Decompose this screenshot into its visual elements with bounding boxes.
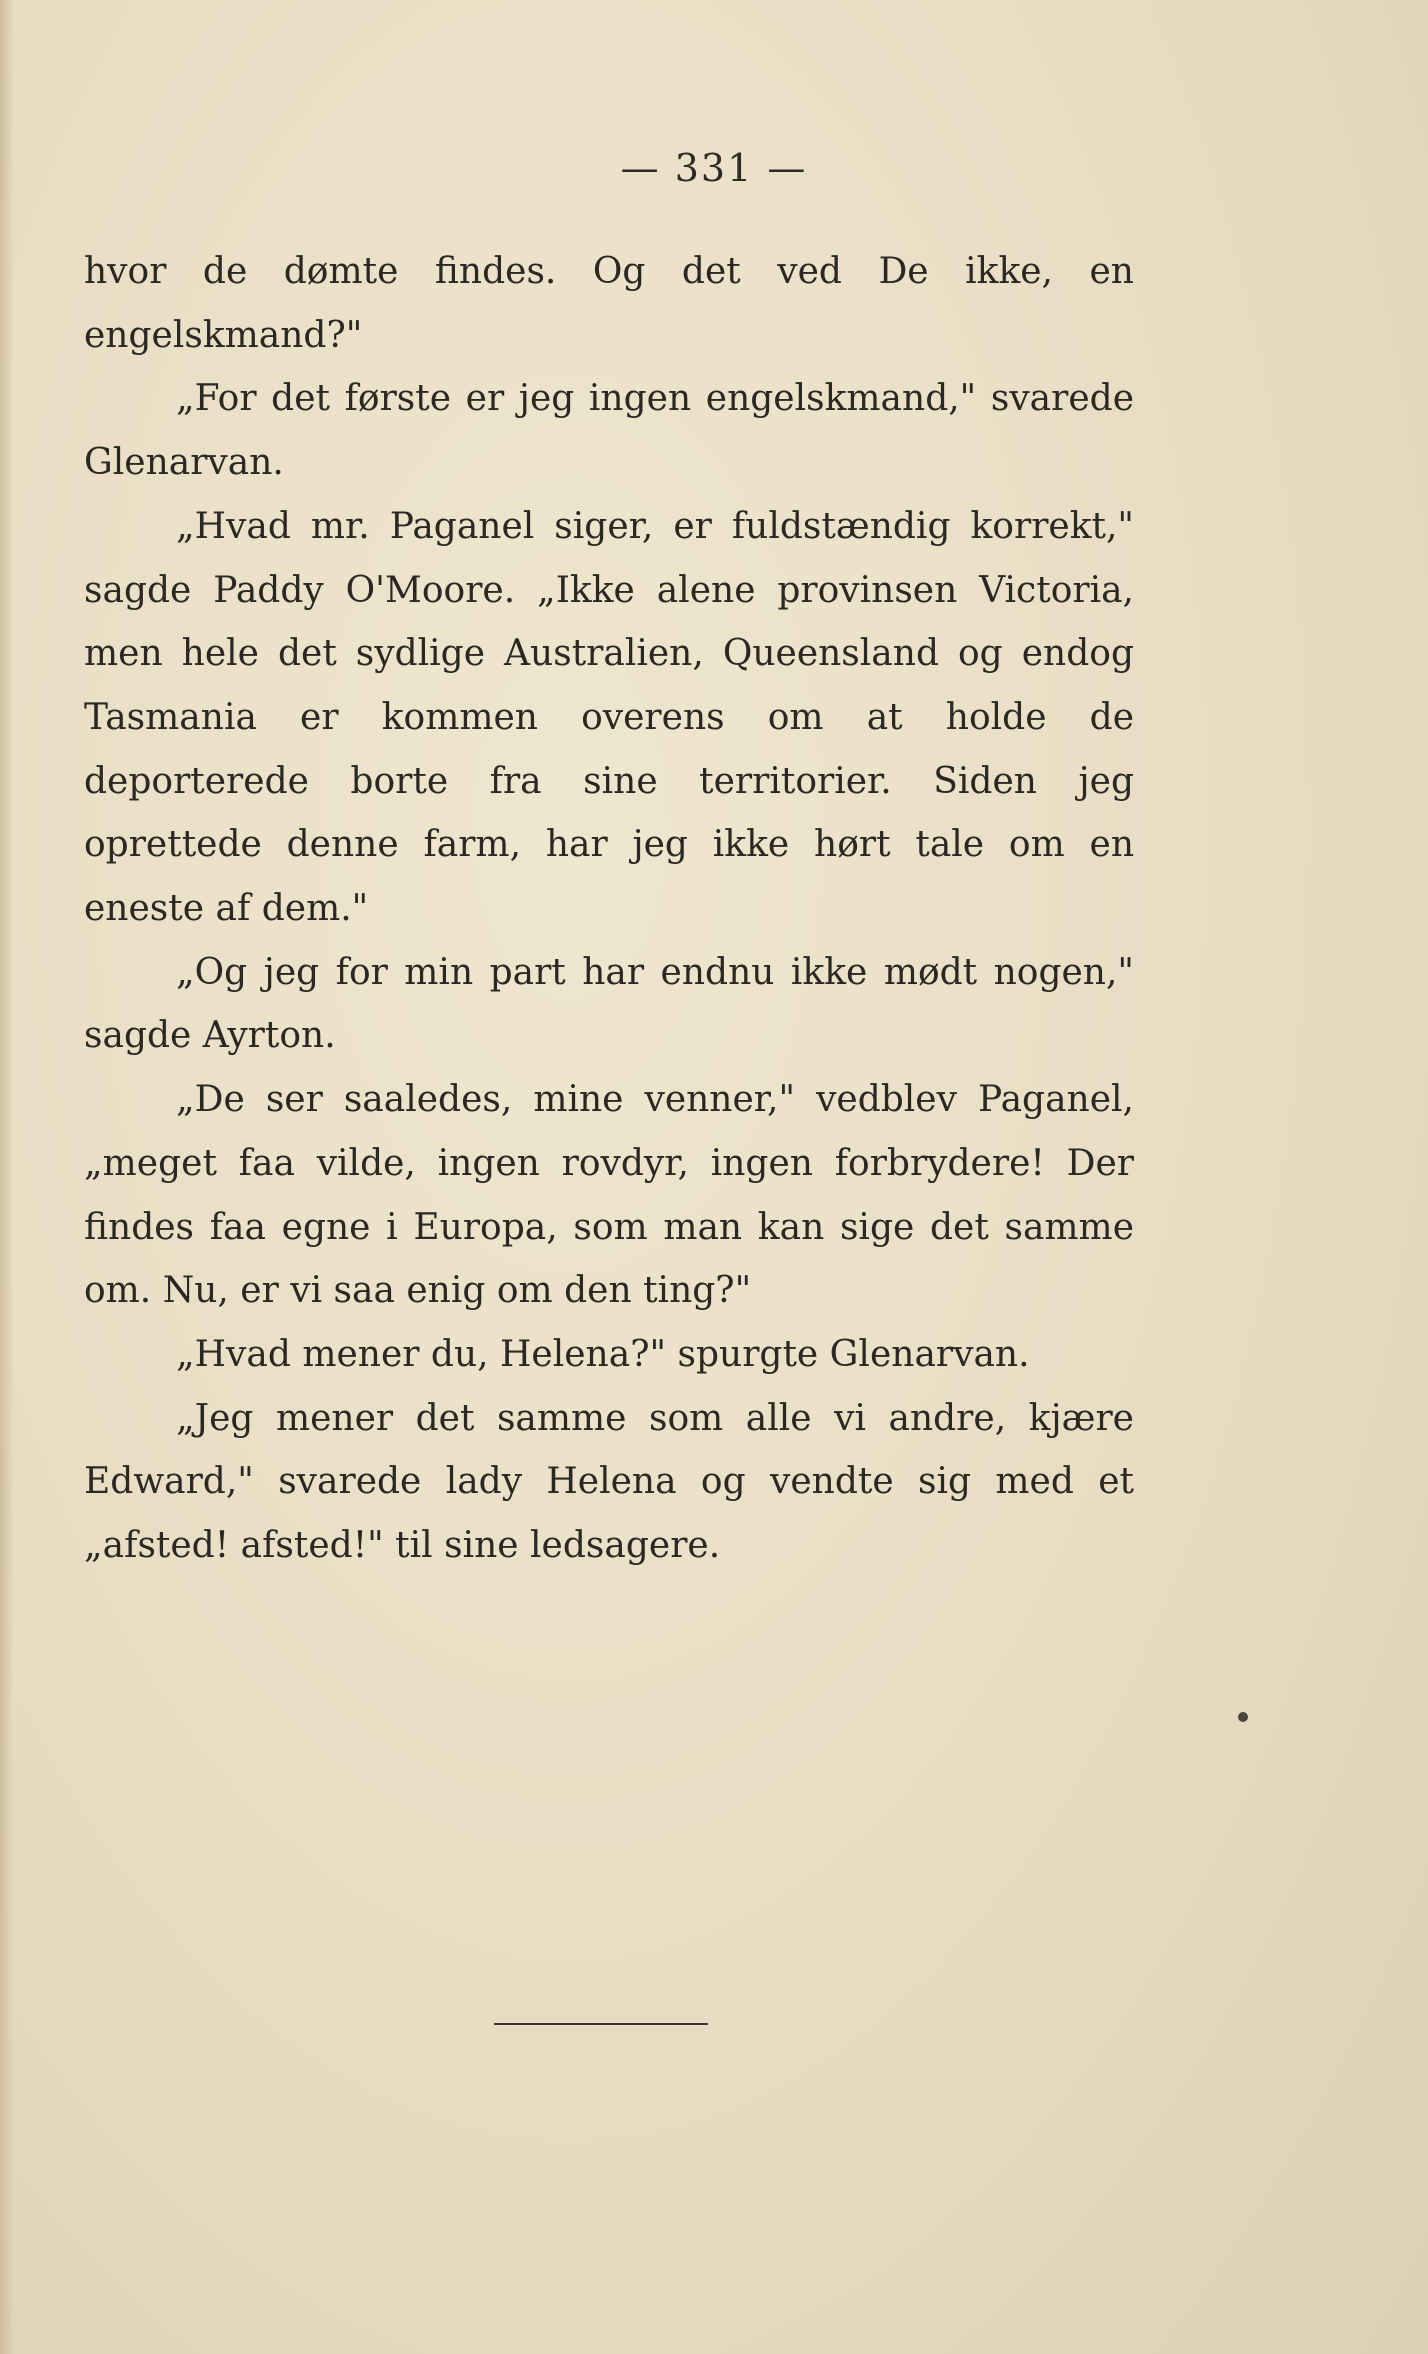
paragraph-paganel: „De ser saaledes, mine venner," vedblev Paganel, „meget faa vilde, ingen rovdyr, ingen forbrydere! Der findes faa egne i Europa, som man kan sige det samme om. Nu, er vi saa enig om den ting?" xyxy=(84,1079,1134,1312)
paragraph-lady-helena: „Jeg mener det samme som alle vi andre, kjære Edward," svarede lady Helena og vendte sig med et „afsted! afsted!" til sine ledsagere. xyxy=(84,1397,1134,1567)
body-text xyxy=(84,240,1134,1578)
paragraph-paddy-omoore: „Hvad mr. Paganel siger, er fuldstændig korrekt," sagde Paddy O'Moore. „Ikke alene provinsen Victoria, men hele det sydlige Australien, Queensland og endog Tasmania er kommen overens om at holde de deporterede borte fra sine territorier. Siden jeg oprettede denne farm, har jeg ikke hørt tale om en eneste af dem." xyxy=(84,505,1134,930)
page-edge-shadow xyxy=(0,0,14,2354)
ink-spot xyxy=(1238,1712,1248,1722)
paragraph-glenarvan-reply: „For det første er jeg ingen engelskmand," svarede Glenarvan. xyxy=(84,378,1134,484)
paragraph-ayrton: „Og jeg for min part har endnu ikke mødt nogen," sagde Ayrton. xyxy=(84,951,1134,1057)
page-number: — 331 — xyxy=(620,146,808,190)
paragraph-glenarvan-question: „Hvad mener du, Helena?" spurgte Glenarvan. xyxy=(176,1333,1030,1375)
paragraph-continuation: hvor de dømte findes. Og det ved De ikke, en engelskmand?" xyxy=(84,251,1134,356)
chapter-end-rule xyxy=(494,2023,708,2025)
